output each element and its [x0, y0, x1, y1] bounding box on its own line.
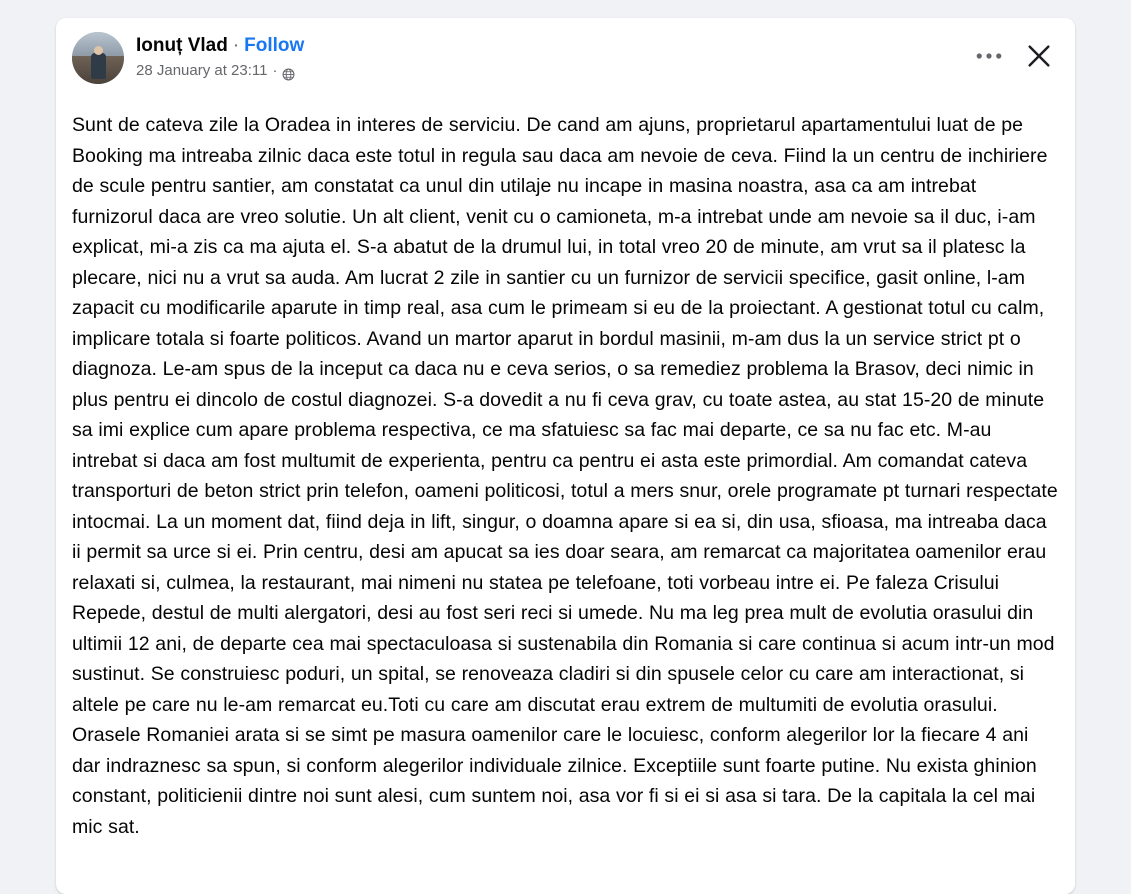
- meta-separator: ·: [272, 62, 278, 79]
- close-icon[interactable]: [1021, 38, 1057, 74]
- post-header: [72, 32, 1059, 94]
- post-timestamp[interactable]: 28 January at 23:11: [136, 62, 268, 79]
- avatar[interactable]: [72, 32, 124, 84]
- author-separator: ·: [232, 35, 240, 56]
- post-card: [56, 18, 1075, 894]
- post-header-text: [136, 32, 304, 81]
- avatar-person-body: [91, 53, 106, 79]
- globe-icon[interactable]: [282, 67, 295, 80]
- post-body-text: Sunt de cateva zile la Oradea in interes de serviciu. De cand am ajuns, proprietarul apartamentului luat de pe Booking ma intreaba zilnic daca este totul in regula sau daca am nevoie de ceva. Fiind la un centru de inchiriere de scule pentru santier, am constatat ca unul din utilaje nu incape in masina noastra, asa ca am intrebat furnizorul daca are vreo solutie. Un alt client, venit cu o camioneta, m-a intrebat unde am nevoie sa il duc, i-am explicat, mi-a zis ca ma ajuta el. S-a abatut de la drumul lui, in total vreo 20 de minute, am vrut sa il platesc la plecare, nici nu a vrut sa auda. Am lucrat 2 zile in santier cu un furnizor de servicii specifice, gasit online, l-am zapacit cu modificarile aparute in timp real, asa cum le primeam si eu de la proiectant. A gestionat totul cu calm, implicare totala si foarte politicos. Avand un martor aparut in bordul masinii, m-am dus la un service strict pt o diagnoza. Le-am spus de la inceput ca daca nu e ceva serios, o sa remediez problema la Brasov, deci nimic in plus pentru ei dincolo de costul diagnozei. S-a dovedit a nu fi ceva grav, cu toate astea, au stat 15-20 de minute sa imi explice cum apare problema respectiva, ce ma sfatuiesc sa fac mai departe, ce sa nu fac etc. M-au intrebat si daca am fost multumit de experienta, pentru ca pentru ei asta este primordial. Am comandat cateva transporturi de beton strict prin telefon, oameni politicosi, totul a mers snur, orele programate pt turnari respectate intocmai. La un moment dat, fiind deja in lift, singur, o doamna apare si ea si, din usa, sfioasa, ma intreaba daca ii permit sa urce si ei. Prin centru, desi am apucat sa ies doar seara, am remarcat ca majoritatea oamenilor erau relaxati si, culmea, la restaurant, mai nimeni nu statea pe telefoane, toti vorbeau intre ei. Pe faleza Crisului Repede, destul de multi alergatori, desi au fost seri reci si umede. Nu ma leg prea mult de evolutia orasului din ultimii 12 ani, de departe cea mai spectaculoasa si sustenabila din Romania si care continua si acum intr-un mod sustinut. Se construiesc poduri, un spital, se renoveaza cladiri si din spusele celor cu care am interactionat, si altele pe care nu le-am remarcat eu.Toti cu care am discutat erau extrem de multumiti de evolutia orasului. Orasele Romaniei arata si se simt pe masura oamenilor care le locuiesc, conform alegerilor lor la fiecare 4 ani dar indraznesc sa spun, si conform alegerilor individuale zilnice. Exceptiile sunt foarte putine. Nu exista ghinion constant, politicienii dintre noi sunt alesi, cum suntem noi, asa vor fi si ei si asa si tara. De la capitala la cel mai mic sat.: [72, 114, 1058, 838]
- avatar-person-head: [94, 46, 103, 55]
- ellipsis-icon[interactable]: [971, 38, 1007, 74]
- author-row: [136, 34, 304, 58]
- follow-button[interactable]: Follow: [244, 35, 305, 56]
- author-name[interactable]: Ionuț Vlad: [136, 35, 228, 56]
- post-header-actions: [971, 38, 1057, 74]
- post-meta-row: [136, 61, 304, 81]
